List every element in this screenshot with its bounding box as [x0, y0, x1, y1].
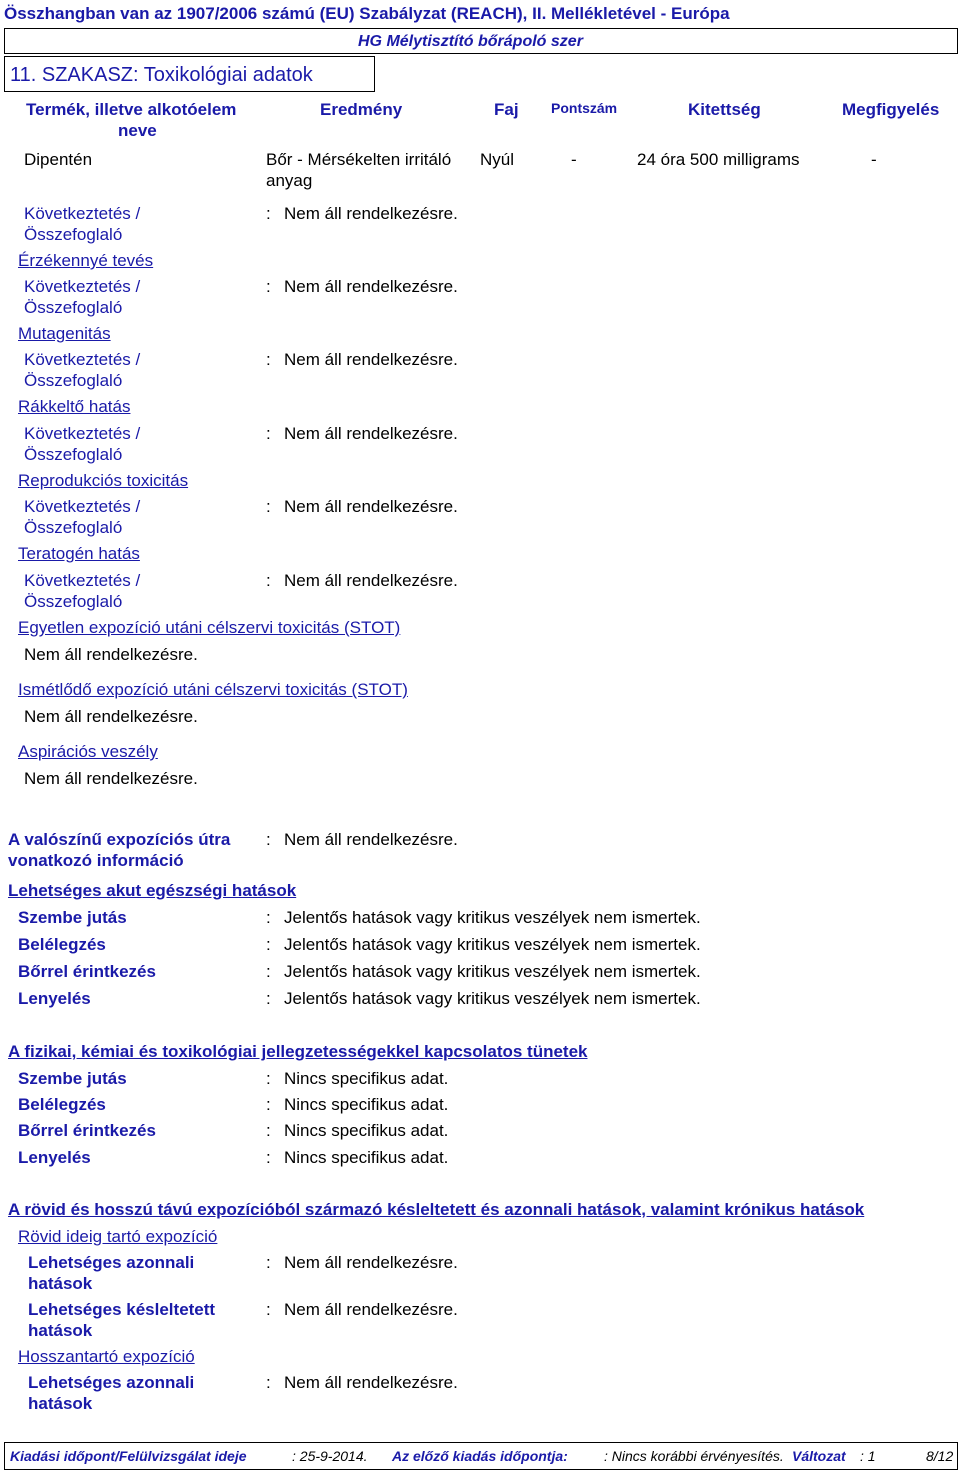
- colon: :: [266, 497, 271, 516]
- colon: :: [266, 1253, 271, 1272]
- table-cell-exposure: 24 óra 500 milligrams: [637, 150, 800, 169]
- colon: :: [266, 830, 271, 849]
- conclusion-label: Következtetés /: [24, 571, 141, 590]
- table-cell-score: -: [571, 150, 577, 169]
- aspiration-value: Nem áll rendelkezésre.: [24, 769, 198, 788]
- subsection-reproductive: Reprodukciós toxicitás: [18, 471, 189, 490]
- footer-prev-value: : Nincs korábbi érvényesítés.: [604, 1448, 784, 1464]
- table-cell-species: Nyúl: [480, 150, 515, 169]
- conclusion-label-line2: Összefoglaló: [24, 518, 123, 537]
- symptoms-item-ingestion: Lenyelés: [18, 1148, 91, 1167]
- table-header-name: Termék, illetve alkotóelem: [26, 100, 237, 119]
- colon: :: [266, 1121, 271, 1140]
- conclusion-label-line2: Összefoglaló: [24, 371, 123, 390]
- footer-issue-value: : 25-9-2014.: [292, 1448, 368, 1464]
- subsection-teratogenicity: Teratogén hatás: [18, 544, 140, 563]
- colon: :: [266, 204, 271, 223]
- delayed-effects-title: A rövid és hosszú távú expozícióból származó késleltetett és azonnali hatások, valamint krónikus hatások: [8, 1200, 865, 1219]
- long-immediate-label-line2: hatások: [28, 1394, 93, 1413]
- stot-repeated-value: Nem áll rendelkezésre.: [24, 707, 198, 726]
- acute-value-ingestion: Jelentős hatások vagy kritikus veszélyek nem ismertek.: [284, 989, 701, 1008]
- symptoms-value-eye: Nincs specifikus adat.: [284, 1069, 449, 1088]
- table-header-species: Faj: [494, 100, 519, 119]
- document-header-title: Összhangban van az 1907/2006 számú (EU) Szabályzat (REACH), II. Mellékletével - Európa: [4, 4, 730, 23]
- long-immediate-value: Nem áll rendelkezésre.: [284, 1373, 458, 1392]
- colon: :: [266, 935, 271, 954]
- colon: :: [266, 277, 271, 296]
- colon: :: [266, 1148, 271, 1167]
- acute-item-inhalation: Belélegzés: [18, 935, 106, 954]
- symptoms-value-skin: Nincs specifikus adat.: [284, 1121, 449, 1140]
- conclusion-label: Következtetés /: [24, 277, 141, 296]
- conclusion-value: Nem áll rendelkezésre.: [284, 204, 458, 223]
- short-delayed-value: Nem áll rendelkezésre.: [284, 1300, 458, 1319]
- colon: :: [266, 1069, 271, 1088]
- table-header-score: Pontszám: [551, 100, 618, 116]
- colon: :: [266, 350, 271, 369]
- long-immediate-label: Lehetséges azonnali: [28, 1373, 195, 1392]
- colon: :: [266, 962, 271, 981]
- short-delayed-label: Lehetséges késleltetett: [28, 1300, 216, 1319]
- conclusion-value: Nem áll rendelkezésre.: [284, 424, 458, 443]
- conclusion-label: Következtetés /: [24, 424, 141, 443]
- stot-single-value: Nem áll rendelkezésre.: [24, 645, 198, 664]
- subsection-stot-single: Egyetlen expozíció utáni célszervi toxicitás (STOT): [18, 618, 401, 637]
- short-immediate-label: Lehetséges azonnali: [28, 1253, 195, 1272]
- conclusion-label-line2: Összefoglaló: [24, 298, 123, 317]
- short-immediate-label-line2: hatások: [28, 1274, 93, 1293]
- conclusion-value: Nem áll rendelkezésre.: [284, 497, 458, 516]
- acute-item-ingestion: Lenyelés: [18, 989, 91, 1008]
- subsection-sensitisation: Érzékennyé tevés: [18, 251, 154, 270]
- subsection-carcinogenicity: Rákkeltő hatás: [18, 397, 131, 416]
- acute-value-eye: Jelentős hatások vagy kritikus veszélyek nem ismertek.: [284, 908, 701, 927]
- colon: :: [266, 424, 271, 443]
- short-delayed-label-line2: hatások: [28, 1321, 93, 1340]
- conclusion-value: Nem áll rendelkezésre.: [284, 571, 458, 590]
- table-cell-name: Dipentén: [24, 150, 93, 169]
- conclusion-label-line2: Összefoglaló: [24, 445, 123, 464]
- table-cell-observation: -: [871, 150, 877, 169]
- symptoms-title: A fizikai, kémiai és toxikológiai jellegzetességekkel kapcsolatos tünetek: [8, 1042, 588, 1061]
- colon: :: [266, 1095, 271, 1114]
- symptoms-item-skin: Bőrrel érintkezés: [18, 1121, 156, 1140]
- product-name: HG Mélytisztító bőrápoló szer: [358, 33, 583, 50]
- conclusion-value: Nem áll rendelkezésre.: [284, 277, 458, 296]
- short-immediate-value: Nem áll rendelkezésre.: [284, 1253, 458, 1272]
- conclusion-value: Nem áll rendelkezésre.: [284, 350, 458, 369]
- section-title: 11. SZAKASZ: Toxikológiai adatok: [10, 64, 313, 86]
- conclusion-label: Következtetés /: [24, 204, 141, 223]
- subsection-stot-repeated: Ismétlődő expozíció utáni célszervi toxicitás (STOT): [18, 680, 408, 699]
- short-term-title: Rövid ideig tartó expozíció: [18, 1227, 218, 1246]
- colon: :: [266, 989, 271, 1008]
- acute-value-skin: Jelentős hatások vagy kritikus veszélyek nem ismertek.: [284, 962, 701, 981]
- table-cell-result-line2: anyag: [266, 171, 313, 190]
- acute-value-inhalation: Jelentős hatások vagy kritikus veszélyek nem ismertek.: [284, 935, 701, 954]
- conclusion-label-line2: Összefoglaló: [24, 592, 123, 611]
- colon: :: [266, 571, 271, 590]
- colon: :: [266, 1373, 271, 1392]
- subsection-mutagenicity: Mutagenitás: [18, 324, 111, 343]
- footer-version-value: : 1: [860, 1448, 876, 1464]
- colon: :: [266, 908, 271, 927]
- table-cell-result: Bőr - Mérsékelten irritáló: [266, 150, 452, 169]
- table-header-result: Eredmény: [320, 100, 403, 119]
- conclusion-label: Következtetés /: [24, 497, 141, 516]
- table-header-exposure: Kitettség: [688, 100, 761, 119]
- symptoms-value-ingestion: Nincs specifikus adat.: [284, 1148, 449, 1167]
- acute-item-eye: Szembe jutás: [18, 908, 127, 927]
- symptoms-item-inhalation: Belélegzés: [18, 1095, 106, 1114]
- footer-prev-label: Az előző kiadás időpontja:: [392, 1448, 568, 1464]
- colon: :: [266, 1300, 271, 1319]
- routes-label: A valószínű expozíciós útra: [8, 830, 231, 849]
- routes-label-line2: vonatkozó információ: [8, 851, 184, 870]
- table-header-name-line2: neve: [118, 121, 157, 140]
- routes-value: Nem áll rendelkezésre.: [284, 830, 458, 849]
- table-header-observation: Megfigyelés: [842, 100, 940, 119]
- symptoms-item-eye: Szembe jutás: [18, 1069, 127, 1088]
- long-term-title: Hosszantartó expozíció: [18, 1347, 195, 1366]
- conclusion-label: Következtetés /: [24, 350, 141, 369]
- footer-issue-label: Kiadási időpont/Felülvizsgálat ideje: [10, 1448, 247, 1464]
- subsection-aspiration: Aspirációs veszély: [18, 742, 158, 761]
- acute-item-skin: Bőrrel érintkezés: [18, 962, 156, 981]
- footer-page-number: 8/12: [926, 1448, 954, 1464]
- symptoms-value-inhalation: Nincs specifikus adat.: [284, 1095, 449, 1114]
- acute-effects-title: Lehetséges akut egészségi hatások: [8, 881, 297, 900]
- footer-version-label: Változat: [792, 1448, 846, 1464]
- conclusion-label-line2: Összefoglaló: [24, 225, 123, 244]
